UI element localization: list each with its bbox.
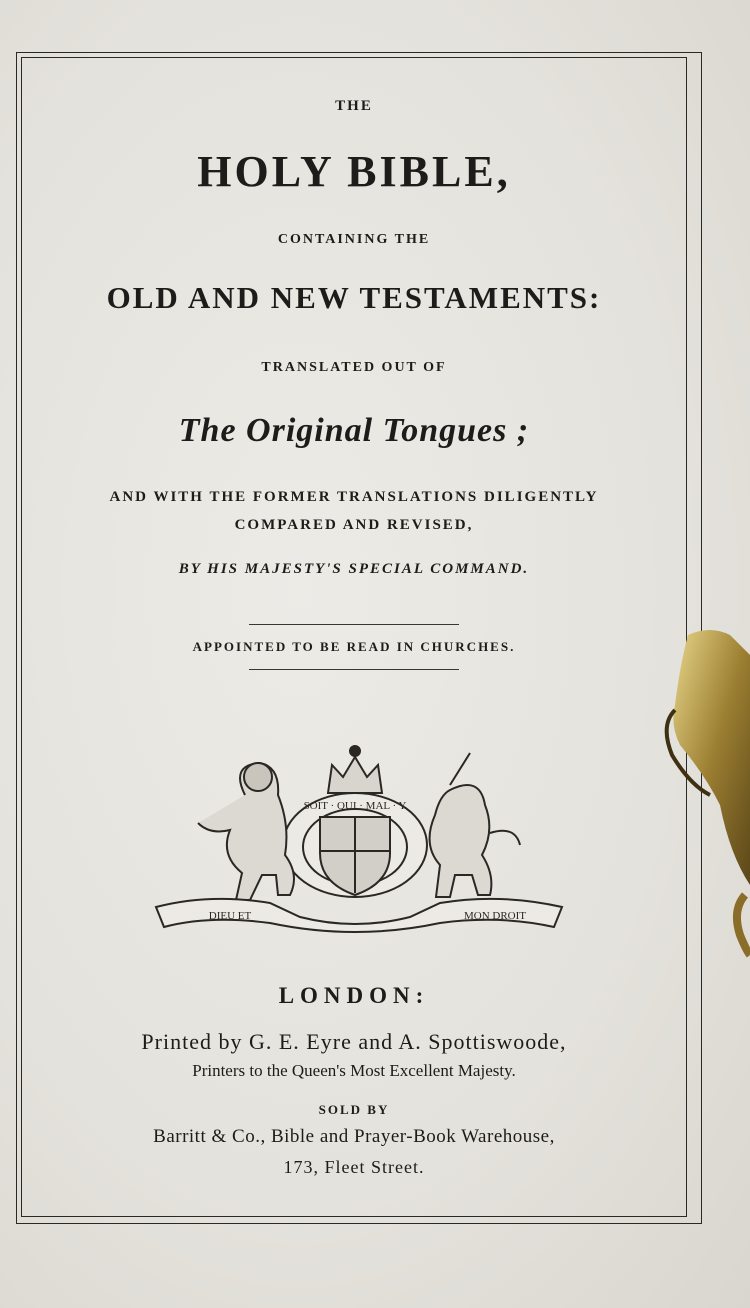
imprint-printed-by: Printed by G. E. Eyre and A. Spottiswoode,	[141, 1029, 567, 1054]
divider-top	[249, 624, 459, 625]
motto-left: DIEU ET	[208, 910, 252, 922]
garter-motto: SOIT · QUI · MAL · Y	[303, 800, 407, 812]
title-holy-bible: HOLY BIBLE,	[197, 147, 511, 196]
subtitle-testaments: OLD AND NEW TESTAMENTS:	[106, 280, 602, 315]
royal-coat-of-arms	[150, 735, 570, 935]
appointed-notice: APPOINTED TO BE READ IN CHURCHES.	[192, 639, 516, 654]
imprint-address: 173, Fleet Street.	[283, 1157, 425, 1177]
subtitle-compared-revised: COMPARED AND REVISED,	[234, 517, 474, 533]
brass-clip	[650, 625, 750, 965]
imprint-sold-by: SOLD BY	[318, 1102, 390, 1117]
imprint-printers-to: Printers to the Queen's Most Excellent Majesty.	[192, 1061, 516, 1080]
subtitle-translated: TRANSLATED OUT OF	[261, 360, 447, 375]
imprint-seller: Barritt & Co., Bible and Prayer-Book Warehouse,	[153, 1126, 555, 1147]
motto-right: MON DROIT	[463, 910, 527, 922]
title-the: THE	[335, 98, 373, 114]
subtitle-special-command: BY HIS MAJESTY'S SPECIAL COMMAND.	[178, 561, 530, 577]
subtitle-original-tongues: The Original Tongues ;	[178, 412, 530, 449]
imprint-city: LONDON:	[278, 983, 430, 1008]
divider-bottom	[249, 669, 459, 670]
subtitle-former-translations: AND WITH THE FORMER TRANSLATIONS DILIGENTLY	[109, 489, 599, 505]
subtitle-containing: CONTAINING THE	[277, 232, 431, 247]
